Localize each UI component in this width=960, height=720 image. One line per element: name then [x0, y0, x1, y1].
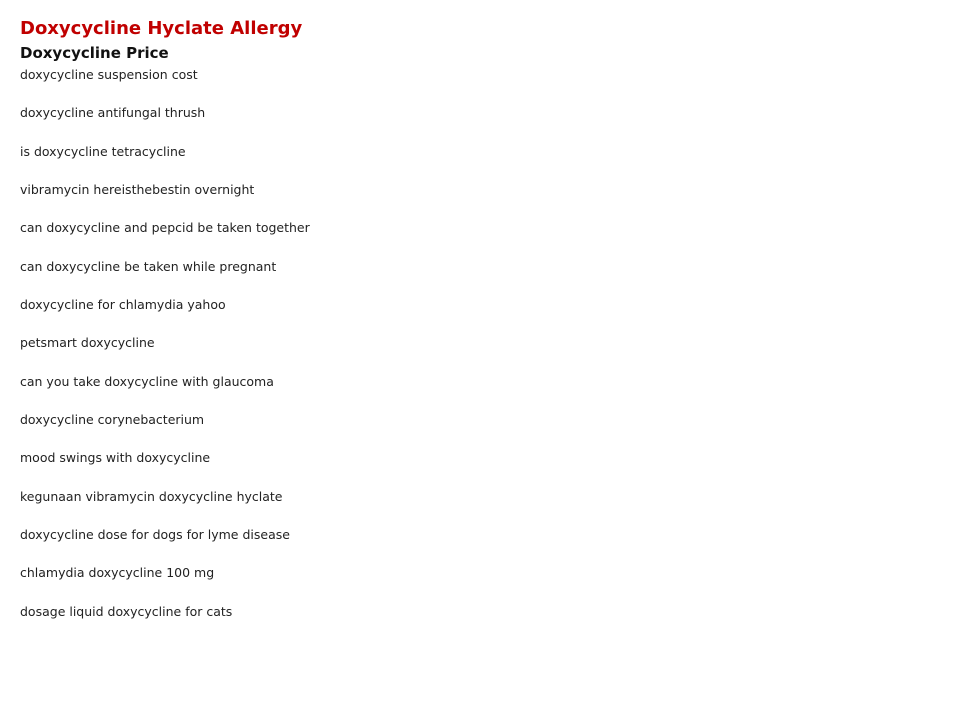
slide-content	[20, 17, 920, 642]
keyword-list	[20, 67, 920, 642]
list-item: doxycycline suspension cost	[20, 67, 198, 82]
list-item: dosage liquid doxycycline for cats	[20, 603, 233, 619]
list-item: doxycycline dose for dogs for lyme disease	[20, 527, 290, 543]
list-item: doxycycline antifungal thrush	[20, 105, 206, 121]
list-item: can doxycycline and pepcid be taken together	[20, 220, 310, 236]
list-item: doxycycline for chlamydia yahoo	[20, 297, 226, 313]
list-item: is doxycycline tetracycline	[20, 143, 186, 159]
page-title: Doxycycline Hyclate Allergy	[20, 18, 303, 39]
list-item: can you take doxycycline with glaucoma	[20, 373, 274, 389]
list-item: kegunaan vibramycin doxycycline hyclate	[20, 488, 283, 504]
list-item: chlamydia doxycycline 100 mg	[20, 565, 215, 581]
list-item: mood swings with doxycycline	[20, 450, 211, 466]
list-item: can doxycycline be taken while pregnant	[20, 258, 277, 274]
list-item: petsmart doxycycline	[20, 335, 155, 351]
page-subtitle: Doxycycline Price	[20, 44, 169, 62]
list-item: vibramycin hereisthebestin overnight	[20, 182, 255, 198]
list-item: doxycycline corynebacterium	[20, 412, 205, 428]
